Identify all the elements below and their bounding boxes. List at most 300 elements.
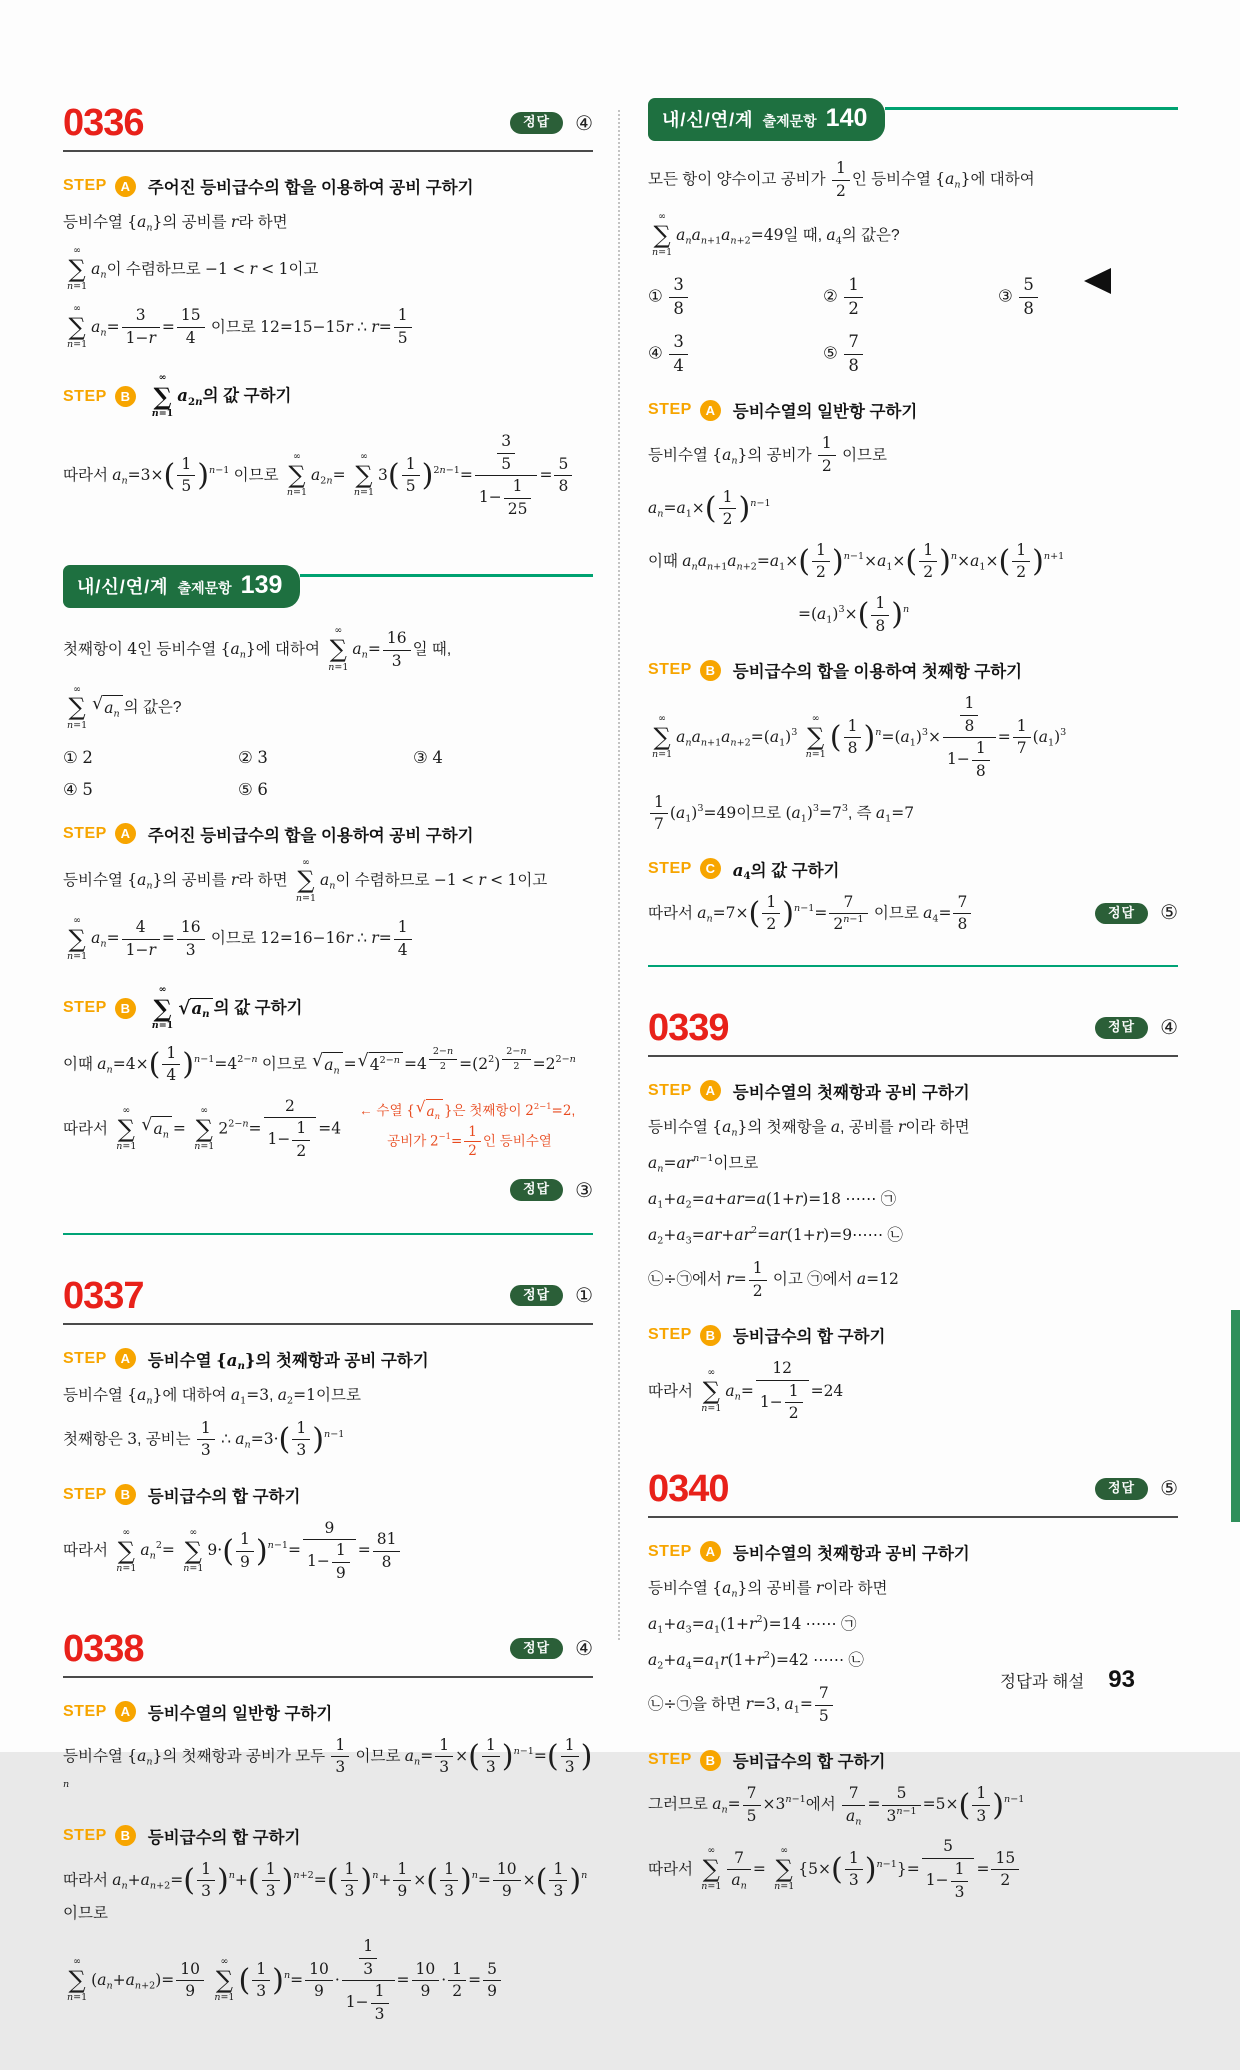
square-root: √ $4^{2-n}$ bbox=[358, 1052, 403, 1078]
formula: ∞ ∑ n=1 √ $a_n$ 의 값은? bbox=[67, 683, 182, 731]
math-line bbox=[63, 210, 593, 235]
fraction: $\frac{1}{3}$ bbox=[197, 1860, 215, 1902]
formula: 등비수열 $\{a_n\}$의 첫째항을 a, 공비를 r이라 하면 bbox=[648, 1117, 970, 1139]
step-row bbox=[63, 174, 593, 198]
sum-symbol: ∞ ∑ n=1 bbox=[701, 1367, 722, 1415]
fraction: 9 1− $\frac{1}{9}$ bbox=[303, 1519, 356, 1584]
formula: 첫째항이 4인 등비수열 $\{a_n\}$에 대하여 ∞ ∑ n=1 $a_n=$ $\frac{16}{3}$ 일 때, bbox=[63, 625, 452, 673]
fraction: $\frac{1}{4}$ bbox=[162, 1044, 180, 1086]
math-line bbox=[648, 159, 1178, 201]
step-title: 등비수열 $\{a_n\}$의 첫째항과 공비 구하기 bbox=[147, 1350, 429, 1373]
fraction: $\frac{1}{3}$ bbox=[845, 1849, 863, 1891]
linked-header bbox=[648, 98, 1178, 141]
choice-item: ① 2 bbox=[63, 747, 93, 767]
formula: $\frac{1}{7}$ $(a_1)^3=49$이므로 $(a_1)^3=7^3$, 즉 $a_1=7$ bbox=[648, 805, 914, 822]
section-divider bbox=[648, 965, 1178, 967]
formula: ∞ ∑ n=1 $a_na_{n+1}a_{n+2}=(a_1)^3$ ∞ ∑ n=1 ( $\frac{1}{8}$ ) $^n=(a_1)^3\times$ $\frac{1}{8}$ 1− $\frac{1}{8}$ = $\frac{1}{7}$ $(a_1)^3$ bbox=[652, 694, 1067, 780]
footer-page-number: 93 bbox=[1108, 1666, 1135, 1693]
fraction: $\frac{1}{2}$ bbox=[448, 1960, 466, 2002]
linked-sublabel: 출제문항 bbox=[762, 113, 817, 129]
math-line bbox=[798, 594, 1178, 636]
paren-group: ( $\frac{1}{2}$ ) bbox=[905, 540, 951, 582]
answer-choice-number: ① bbox=[575, 1285, 593, 1308]
choice-item: ① $\frac{3}{8}$ bbox=[648, 275, 823, 320]
square-root: √ $a_n$ bbox=[92, 695, 123, 721]
fraction: $\frac{7}{2^{n-1}}$ bbox=[829, 893, 867, 935]
problem-header bbox=[648, 1467, 1178, 1510]
paren-group: ( $\frac{1}{3}$ ) bbox=[326, 1859, 373, 1901]
problem-number: 0337 bbox=[63, 1274, 144, 1317]
sum-symbol: ∞ ∑ n=1 bbox=[151, 983, 174, 1031]
formula: 첫째항은 3, 공비는 $\frac{1}{3}$ ∴ $a_n=3\cdot$ ( $\frac{1}{3}$ ) $^{n-1}$ bbox=[63, 1418, 345, 1460]
answer-choice-number: ④ bbox=[1160, 1017, 1178, 1040]
note-line: 공비가 $2^{-1}=$ $\frac{1}{2}$ 인 등비수열 bbox=[387, 1124, 552, 1160]
sum-symbol: ∞ ∑ n=1 bbox=[67, 914, 88, 962]
paren-group: ( $\frac{1}{8}$ ) bbox=[829, 716, 876, 758]
fraction: $\frac{1}{9}$ bbox=[393, 1860, 411, 1902]
paren-group: ( $\frac{1}{3}$ ) bbox=[278, 1418, 325, 1460]
fraction: $\frac{7}{5}$ bbox=[815, 1684, 833, 1726]
linked-badge bbox=[63, 565, 300, 608]
fraction: $\frac{16}{3}$ bbox=[177, 918, 205, 960]
fraction: $\frac{1}{25}$ bbox=[504, 477, 532, 519]
step-letter-badge: A bbox=[115, 823, 136, 844]
math-line bbox=[648, 893, 1178, 935]
note-line: ← 수열 { √ $a_n$ }은 첫째항이 $2^{2-1}=2$, bbox=[359, 1099, 575, 1124]
fraction: $\frac{1}{2}$ bbox=[919, 541, 937, 583]
answer-badge: 정답 bbox=[510, 1638, 563, 1659]
math-line bbox=[648, 1784, 1178, 1826]
math-line bbox=[648, 1187, 1178, 1212]
fraction: $\frac{1}{3}$ bbox=[440, 1860, 458, 1902]
paren-group: ( $\frac{1}{3}$ ) bbox=[238, 1959, 284, 2001]
formula: ∞ ∑ n=1 $a_n=$ $\frac{3}{1-r}$ = $\frac{15}{4}$ 이므로 12=15−15r ∴ r= $\frac{1}{5}$ bbox=[63, 319, 414, 336]
fraction: $\frac{1}{5}$ bbox=[394, 306, 412, 348]
fraction: $\frac{1}{8}$ 1− $\frac{1}{8}$ bbox=[943, 694, 996, 781]
math-line bbox=[63, 432, 593, 519]
answer-badge: 정답 bbox=[1095, 1017, 1148, 1038]
formula: 등비수열 $\{a_n\}$의 첫째항과 공비가 모두 $\frac{1}{3}$ 이므로 $a_n=$ $\frac{1}{3}$ × ( $\frac{1}{3}$ ) $^{n-1}$= ( $\frac{1}{3}$ ) $^n$ bbox=[63, 1735, 593, 1790]
formula: 따라서 ∞ ∑ n=1 $a_n=$ 12 1− $\frac{1}{2}$ =24 bbox=[648, 1359, 844, 1423]
choice-list bbox=[63, 748, 593, 800]
paren-group: ( $\frac{1}{3}$ ) bbox=[247, 1859, 294, 1901]
formula: 따라서 $a_n=3\times$ ( $\frac{1}{5}$ ) $^{n-1}$ 이므로 ∞ ∑ n=1 $a_{2n}=$ ∞ ∑ n=1 3 ( $\frac{1}{5}$ ) $^{2n-1}$= $\frac{3}{5}$ 1− $\frac{1}{25}$ = $\frac{5}{8}$ bbox=[63, 467, 574, 484]
header-rule bbox=[63, 1323, 593, 1325]
section-divider bbox=[63, 1233, 593, 1235]
math-line bbox=[63, 626, 593, 673]
formula: ∞ ∑ n=1 $(a_n+a_{n+2})=$ $\frac{10}{9}$ ∞ ∑ n=1 ( $\frac{1}{3}$ ) $^n$= $\frac{10}{9}$ · $\frac{1}{3}$ 1− $\frac{1}{3}$ = $\frac{10}{9}$ · $\frac{1}{2}$ = $\frac{5}{9}$ bbox=[63, 1972, 503, 1989]
step-label: STEP bbox=[63, 1826, 107, 1844]
fraction: 2−n 2 bbox=[502, 1046, 530, 1072]
choice-item: ⑤ 6 bbox=[238, 779, 268, 799]
fraction: 2 1− $\frac{1}{2}$ bbox=[264, 1097, 317, 1162]
fraction: $\frac{1}{8}$ bbox=[844, 717, 862, 759]
page-edge-mark-icon bbox=[1084, 268, 1111, 294]
step-title: 주어진 등비급수의 합을 이용하여 공비 구하기 bbox=[147, 179, 474, 197]
math-line bbox=[63, 1519, 593, 1584]
problem-number: 0339 bbox=[648, 1006, 729, 1049]
choice-item: ② $\frac{1}{2}$ bbox=[823, 275, 998, 320]
fraction: 5 1− $\frac{1}{3}$ bbox=[922, 1837, 975, 1902]
math-line bbox=[63, 1383, 593, 1408]
fraction: $\frac{4}{1-r}$ bbox=[122, 918, 160, 960]
fraction: 12 1− $\frac{1}{2}$ bbox=[756, 1359, 809, 1424]
formula: $=(a_1)^3\times$ ( $\frac{1}{8}$ ) $^n$ bbox=[798, 593, 910, 635]
fraction: $\frac{1}{3}$ bbox=[252, 1960, 270, 2002]
sum-symbol: ∞ ∑ n=1 bbox=[353, 451, 375, 499]
step-row bbox=[648, 1079, 1178, 1103]
step-letter-badge: A bbox=[115, 1348, 136, 1369]
formula: 따라서 ∞ ∑ n=1 √ $a_n$ = ∞ ∑ n=1 $2^{2-n}=$ 2 1− $\frac{1}{2}$ =4 bbox=[63, 1096, 342, 1161]
formula: 따라서 $a_n+a_{n+2}=$ ( $\frac{1}{3}$ ) $^n$+ ( $\frac{1}{3}$ ) $^{n+2}$= ( $\frac{1}{3}$ ) $^n$+ $\frac{1}{9}$ × ( $\frac{1}{3}$ ) $^n$= $\frac{10}{9}$ × ( $\frac{1}{3}$ ) $^n$ 이므로 bbox=[63, 1859, 588, 1922]
fraction: $\frac{1}{2}$ bbox=[844, 275, 863, 320]
problem-0339 bbox=[648, 1006, 1178, 1424]
fraction: $\frac{3}{5}$ 1− $\frac{1}{25}$ bbox=[475, 432, 538, 519]
sum-symbol: ∞ ∑ n=1 bbox=[116, 1104, 137, 1152]
step-title: ∞ ∑ n=1 $a_{2n}$의 값 구하기 bbox=[151, 372, 292, 420]
step-label: STEP bbox=[63, 1485, 107, 1503]
step-letter-badge: A bbox=[700, 1541, 721, 1562]
fraction: $\frac{1}{3}$ bbox=[371, 1982, 389, 2024]
sum-symbol: ∞ ∑ n=1 bbox=[774, 1845, 795, 1893]
formula: 등비수열 $\{a_n\}$의 공비가 $\frac{1}{2}$ 이므로 bbox=[648, 434, 888, 475]
math-line bbox=[648, 1151, 1178, 1176]
paren-group: ( $\frac{1}{5}$ ) bbox=[163, 454, 210, 496]
step-letter-badge: B bbox=[115, 1825, 136, 1846]
paren-group: ( $\frac{1}{2}$ ) bbox=[998, 540, 1044, 582]
step-row bbox=[63, 1700, 593, 1724]
fraction: $\frac{7}{8}$ bbox=[844, 332, 863, 377]
square-root: √ $a_n$ bbox=[178, 998, 212, 1019]
problem-header bbox=[63, 1627, 593, 1670]
formula: 따라서 $a_n=7\times$ ( $\frac{1}{2}$ ) $^{n-1}$= $\frac{7}{2^{n-1}}$ 이므로 $a_4=$ $\frac{7}{8}$ bbox=[648, 893, 973, 935]
sum-symbol: ∞ ∑ n=1 bbox=[194, 1104, 215, 1152]
formula: ∞ ∑ n=1 $a_na_{n+1}a_{n+2}=49$일 때, $a_4$의 값은? bbox=[652, 211, 900, 259]
step-letter-badge: B bbox=[115, 998, 136, 1019]
fraction: $\frac{10}{9}$ bbox=[493, 1860, 521, 1902]
fraction: $\frac{1}{3}$ bbox=[972, 1784, 990, 1826]
header-rule bbox=[63, 150, 593, 152]
math-line bbox=[63, 1419, 593, 1461]
step-label: STEP bbox=[63, 1702, 107, 1720]
header-rule bbox=[648, 1055, 1178, 1057]
problem-0338 bbox=[63, 1627, 593, 2025]
square-root: √ $a_n$ bbox=[416, 1099, 443, 1124]
linked-problem-140 bbox=[648, 98, 1178, 967]
header-rule bbox=[648, 1516, 1178, 1518]
sum-symbol: ∞ ∑ n=1 bbox=[67, 303, 88, 351]
linked-label: 내/신/연/계 bbox=[77, 577, 169, 598]
formula: $a_n=a_1\times$ ( $\frac{1}{2}$ ) $^{n-1}$ bbox=[648, 487, 771, 529]
fraction: $\frac{1}{3}$ 1− $\frac{1}{3}$ bbox=[342, 1937, 395, 2024]
step-letter-badge: A bbox=[700, 1080, 721, 1101]
problem-header bbox=[648, 1006, 1178, 1049]
linked-number: 140 bbox=[825, 104, 868, 132]
square-root: √ $a_n$ bbox=[141, 1116, 172, 1142]
fraction: $\frac{1}{2}$ bbox=[292, 1119, 310, 1161]
fraction: $\frac{1}{2}$ bbox=[749, 1259, 767, 1301]
problem-number: 0340 bbox=[648, 1467, 729, 1510]
fraction: $\frac{1}{9}$ bbox=[332, 1541, 350, 1583]
fraction: $\frac{1}{3}$ bbox=[482, 1736, 500, 1778]
math-line bbox=[63, 1937, 593, 2024]
answer-badge: 정답 bbox=[510, 1285, 563, 1306]
fraction: $\frac{10}{9}$ bbox=[176, 1960, 204, 2002]
step-row bbox=[648, 1323, 1178, 1347]
fraction: $\frac{1}{2}$ bbox=[719, 488, 737, 530]
fraction: $\frac{1}{7}$ bbox=[650, 793, 668, 835]
fraction: $\frac{10}{9}$ bbox=[305, 1960, 333, 2002]
fraction: $\frac{1}{2}$ bbox=[464, 1124, 481, 1159]
step-title: 주어진 등비급수의 합을 이용하여 공비 구하기 bbox=[147, 826, 474, 845]
fraction: $\frac{1}{2}$ bbox=[1012, 541, 1030, 583]
math-line bbox=[648, 1223, 1178, 1248]
choice-item: ④ $\frac{3}{4}$ bbox=[648, 332, 823, 377]
header-rule bbox=[63, 1676, 593, 1678]
answer-choice-number: ④ bbox=[575, 112, 593, 135]
math-line bbox=[63, 1097, 593, 1162]
choice-item: ⑤ $\frac{7}{8}$ bbox=[823, 332, 998, 377]
formula: 모든 항이 양수이고 공비가 $\frac{1}{2}$ 인 등비수열 $\{a_n\}$에 대하여 bbox=[648, 159, 1035, 200]
formula: 등비수열 $\{a_n\}$의 공비를 r라 하면 bbox=[63, 213, 288, 234]
problem-number: 0336 bbox=[63, 102, 144, 144]
fraction: $\frac{1}{3}$ bbox=[561, 1736, 579, 1778]
math-line bbox=[63, 246, 593, 293]
step-letter-badge: B bbox=[700, 1325, 721, 1346]
math-line bbox=[648, 694, 1178, 781]
math-line bbox=[648, 1837, 1178, 1902]
fraction: $\frac{1}{2}$ bbox=[818, 434, 836, 476]
formula: 따라서 ∞ ∑ n=1 $a_n^2=$ ∞ ∑ n=1 9· ( $\frac{1}{9}$ ) $^{n-1}$= 9 1− $\frac{1}{9}$ = $\frac{81}{8}$ bbox=[63, 1542, 402, 1559]
step-row bbox=[648, 1748, 1178, 1772]
fraction: $\frac{1}{5}$ bbox=[402, 455, 420, 497]
problem-header bbox=[63, 104, 593, 142]
fraction: $\frac{1}{3}$ bbox=[197, 1419, 215, 1461]
math-line bbox=[648, 541, 1178, 583]
formula: 그러므로 $a_n=$ $\frac{7}{5}$ $\times 3^{n-1}$에서 $\frac{7}{a_n}$ = $\frac{5}{3^{n-1}}$ =5× ( $\frac{1}{3}$ ) $^{n-1}$ bbox=[648, 1784, 1025, 1828]
step-label: STEP bbox=[648, 401, 692, 419]
formula: 등비수열 $\{a_n\}$의 공비를 r라 하면 ∞ ∑ n=1 $a_n$이 수렴하므로 −1 < r < 1이고 bbox=[63, 856, 548, 904]
sum-symbol: ∞ ∑ n=1 bbox=[183, 1526, 204, 1574]
formula: ㉡÷㉠을 하면 r=3, $a_1=$ $\frac{7}{5}$ bbox=[648, 1696, 835, 1713]
formula: $a_2+a_3=ar+ar^2=ar(1+r)=9\cdots\cdots$ ㉡ bbox=[648, 1224, 903, 1247]
math-line bbox=[648, 212, 1178, 259]
fraction: $\frac{15}{4}$ bbox=[177, 306, 205, 348]
sum-symbol: ∞ ∑ n=1 bbox=[214, 1956, 235, 2004]
math-line bbox=[648, 1115, 1178, 1140]
fraction: $\frac{7}{a_n}$ bbox=[842, 1784, 865, 1826]
step-title: 등비수열의 첫째항과 공비 구하기 bbox=[732, 1083, 970, 1102]
fraction: $\frac{1}{7}$ bbox=[1013, 717, 1031, 759]
footer-title: 정답과 해설 bbox=[1000, 1673, 1085, 1691]
problem-answer bbox=[1095, 1015, 1178, 1040]
answer-choice-number: ③ bbox=[575, 1179, 593, 1202]
choice-item: ③ $\frac{5}{8}$ bbox=[998, 275, 1178, 320]
fraction: 2−n 2 bbox=[429, 1046, 457, 1072]
step-row bbox=[648, 1540, 1178, 1564]
formula: $a_1+a_2=a+ar=a(1+r)=18$ ⋯⋯ ㉠ bbox=[648, 1189, 897, 1211]
fraction: $\frac{1}{2}$ bbox=[762, 893, 780, 935]
formula: 등비수열 $\{a_n\}$에 대하여 $a_1=3$, $a_2=1$이므로 bbox=[63, 1385, 361, 1406]
step-title: 등비급수의 합 구하기 bbox=[147, 1487, 301, 1506]
fraction: $\frac{1}{8}$ bbox=[960, 694, 978, 736]
sum-symbol: ∞ ∑ n=1 bbox=[67, 245, 88, 293]
paren-group: ( $\frac{1}{3}$ ) bbox=[546, 1735, 593, 1777]
fraction: $\frac{1}{8}$ bbox=[972, 739, 990, 781]
choice-item: ④ 5 bbox=[63, 779, 93, 799]
answer-choice-number: ⑤ bbox=[1160, 902, 1178, 925]
fraction: $\frac{1}{3}$ bbox=[331, 1736, 349, 1778]
step-label: STEP bbox=[63, 999, 107, 1017]
fraction: $\frac{1}{5}$ bbox=[177, 455, 195, 497]
paren-group: ( $\frac{1}{8}$ ) bbox=[857, 593, 904, 635]
linked-header-line bbox=[300, 574, 593, 577]
step-title: $a_4$의 값 구하기 bbox=[732, 860, 840, 883]
fraction: $\frac{1}{3}$ bbox=[549, 1860, 567, 1902]
fraction: $\frac{15}{2}$ bbox=[991, 1849, 1019, 1891]
fraction: $\frac{7}{a_n}$ bbox=[727, 1849, 750, 1891]
linked-number: 139 bbox=[240, 571, 283, 600]
left-column bbox=[63, 98, 593, 2070]
paren-group: ( $\frac{1}{2}$ ) bbox=[798, 540, 844, 582]
step-label: STEP bbox=[648, 1542, 692, 1560]
step-row bbox=[63, 985, 593, 1032]
choice-item: ③ 4 bbox=[413, 747, 443, 767]
fraction: $\frac{5}{3^{n-1}}$ bbox=[882, 1784, 920, 1826]
paren-group: ( $\frac{1}{3}$ ) bbox=[831, 1848, 877, 1890]
fraction: $\frac{10}{9}$ bbox=[412, 1960, 440, 2002]
square-root: √ $a_n$ bbox=[312, 1052, 343, 1078]
answer-row bbox=[63, 1178, 593, 1203]
math-line bbox=[648, 1612, 1178, 1637]
sum-symbol: ∞ ∑ n=1 bbox=[652, 211, 673, 259]
step-row bbox=[648, 398, 1178, 422]
step-letter-badge: A bbox=[115, 1701, 136, 1722]
fraction: $\frac{3}{8}$ bbox=[669, 275, 688, 320]
step-title: 등비급수의 합 구하기 bbox=[732, 1328, 886, 1347]
paren-group: ( $\frac{1}{5}$ ) bbox=[387, 454, 434, 496]
answer-badge: 정답 bbox=[1095, 1478, 1148, 1499]
linked-problem-139 bbox=[63, 565, 593, 1234]
formula: 등비수열 $\{a_n\}$의 공비를 r이라 하면 bbox=[648, 1578, 888, 1600]
paren-group: ( $\frac{1}{3}$ ) bbox=[535, 1859, 582, 1901]
linked-header-line bbox=[885, 107, 1178, 110]
answer-badge: 정답 bbox=[510, 112, 563, 133]
fraction: $\frac{3}{4}$ bbox=[669, 332, 688, 377]
math-line bbox=[63, 1044, 593, 1086]
step-label: STEP bbox=[648, 1326, 692, 1344]
problem-0336 bbox=[63, 104, 593, 519]
step-label: STEP bbox=[63, 177, 107, 194]
step-row bbox=[63, 822, 593, 846]
page-edge-tab bbox=[1231, 1310, 1240, 1522]
sum-symbol: ∞ ∑ n=1 bbox=[805, 713, 826, 761]
paren-group: ( $\frac{1}{3}$ ) bbox=[958, 1784, 1004, 1825]
step-label: STEP bbox=[648, 661, 692, 679]
margin-note bbox=[359, 1099, 575, 1160]
answer-choice-number: ④ bbox=[575, 1638, 593, 1661]
problem-header bbox=[63, 1274, 593, 1317]
fraction: $\frac{1}{2}$ bbox=[832, 159, 850, 201]
math-line bbox=[648, 1259, 1178, 1301]
fraction: $\frac{1}{3}$ bbox=[262, 1860, 280, 1902]
fraction: $\frac{3}{1-r}$ bbox=[122, 306, 160, 348]
sum-symbol: ∞ ∑ n=1 bbox=[151, 372, 174, 420]
step-row bbox=[648, 857, 1178, 881]
step-row bbox=[63, 1347, 593, 1371]
step-row bbox=[648, 658, 1178, 682]
step-title: 등비수열의 일반항 구하기 bbox=[732, 403, 918, 422]
formula: ㉡÷㉠에서 r= $\frac{1}{2}$ 이고 ㉠에서 a=12 bbox=[648, 1258, 899, 1300]
fraction: $\frac{1}{9}$ bbox=[236, 1530, 254, 1572]
problem-answer bbox=[510, 1283, 593, 1308]
step-letter-badge: B bbox=[700, 660, 721, 681]
step-letter-badge: A bbox=[700, 400, 721, 421]
step-title: 등비급수의 합 구하기 bbox=[147, 1828, 301, 1847]
fraction: $\frac{1}{3}$ bbox=[359, 1937, 377, 1979]
step-row bbox=[63, 1483, 593, 1507]
problem-number: 0338 bbox=[63, 1627, 144, 1670]
inline-answer bbox=[1095, 898, 1178, 929]
step-letter-badge: B bbox=[115, 386, 136, 407]
formula: 따라서 ∞ ∑ n=1 $\frac{7}{a_n}$ = ∞ ∑ n=1 {5× ( $\frac{1}{3}$ ) $^{n-1}$}= 5 1− $\frac{1}{3}$ = $\frac{15}{2}$ bbox=[648, 1861, 1021, 1878]
sum-symbol: ∞ ∑ n=1 bbox=[286, 451, 308, 499]
formula: ∞ ∑ n=1 $a_n$이 수렴하므로 −1 < r < 1이고 bbox=[67, 245, 319, 293]
answer-badge: 정답 bbox=[1095, 903, 1148, 924]
paren-group: ( $\frac{1}{4}$ ) bbox=[148, 1043, 195, 1085]
problem-answer bbox=[510, 1636, 593, 1661]
sum-symbol: ∞ ∑ n=1 bbox=[67, 1956, 88, 2004]
sum-symbol: ∞ ∑ n=1 bbox=[116, 1526, 137, 1574]
formula: 이때 $a_n=4\times$ ( $\frac{1}{4}$ ) $^{n-1}=4^{2-n}$ 이므로 √ $a_n$ = √ $4^{2-n}$ =4 $^{\frac{2-n}{2}}$ $=(2^2)$ $^{\frac{2-n}{2}}$ $=2^{2-n}$ bbox=[63, 1043, 576, 1085]
linked-sublabel: 출제문항 bbox=[177, 580, 232, 597]
step-title: 등비급수의 합을 이용하여 첫째항 구하기 bbox=[732, 663, 1023, 682]
paren-group: ( $\frac{1}{3}$ ) bbox=[183, 1859, 229, 1901]
paren-group: ( $\frac{1}{3}$ ) bbox=[426, 1859, 472, 1901]
paren-group: ( $\frac{1}{9}$ ) bbox=[222, 1530, 268, 1571]
fraction: $\frac{5}{8}$ bbox=[1019, 275, 1038, 320]
column-divider bbox=[618, 110, 620, 1640]
fraction: $\frac{1}{3}$ bbox=[435, 1736, 453, 1778]
fraction: $\frac{7}{5}$ bbox=[743, 1784, 761, 1826]
linked-badge bbox=[648, 98, 885, 141]
step-label: STEP bbox=[63, 387, 107, 405]
math-line bbox=[648, 1359, 1178, 1424]
step-letter-badge: B bbox=[115, 1484, 136, 1505]
linked-label: 내/신/연/계 bbox=[662, 110, 754, 130]
math-line bbox=[63, 858, 593, 905]
fraction: $\frac{7}{8}$ bbox=[953, 893, 971, 935]
sum-symbol: ∞ ∑ n=1 bbox=[652, 713, 673, 761]
formula: $a_1+a_3=a_1(1+r^2)=14$ ⋯⋯ ㉠ bbox=[648, 1613, 857, 1636]
problem-answer bbox=[510, 111, 593, 136]
math-line bbox=[648, 488, 1178, 530]
step-label: STEP bbox=[648, 1081, 692, 1099]
fraction: $\frac{1}{3}$ bbox=[292, 1419, 310, 1461]
fraction: $\frac{1}{4}$ bbox=[394, 918, 412, 960]
sum-symbol: ∞ ∑ n=1 bbox=[67, 683, 88, 731]
formula: ∞ ∑ n=1 $a_n=$ $\frac{4}{1-r}$ = $\frac{16}{3}$ 이므로 12=16−16r ∴ r= $\frac{1}{4}$ bbox=[63, 930, 414, 947]
fraction: $\frac{1}{2}$ bbox=[812, 541, 830, 583]
math-line bbox=[63, 1736, 593, 1802]
step-title: 등비급수의 합 구하기 bbox=[732, 1753, 886, 1772]
math-line bbox=[648, 1576, 1178, 1601]
sum-symbol: ∞ ∑ n=1 bbox=[701, 1845, 722, 1893]
fraction: $\frac{1}{3}$ bbox=[951, 1860, 969, 1902]
step-row bbox=[63, 373, 593, 420]
fraction: $\frac{3}{5}$ bbox=[497, 432, 515, 474]
problem-answer bbox=[1095, 1476, 1178, 1501]
